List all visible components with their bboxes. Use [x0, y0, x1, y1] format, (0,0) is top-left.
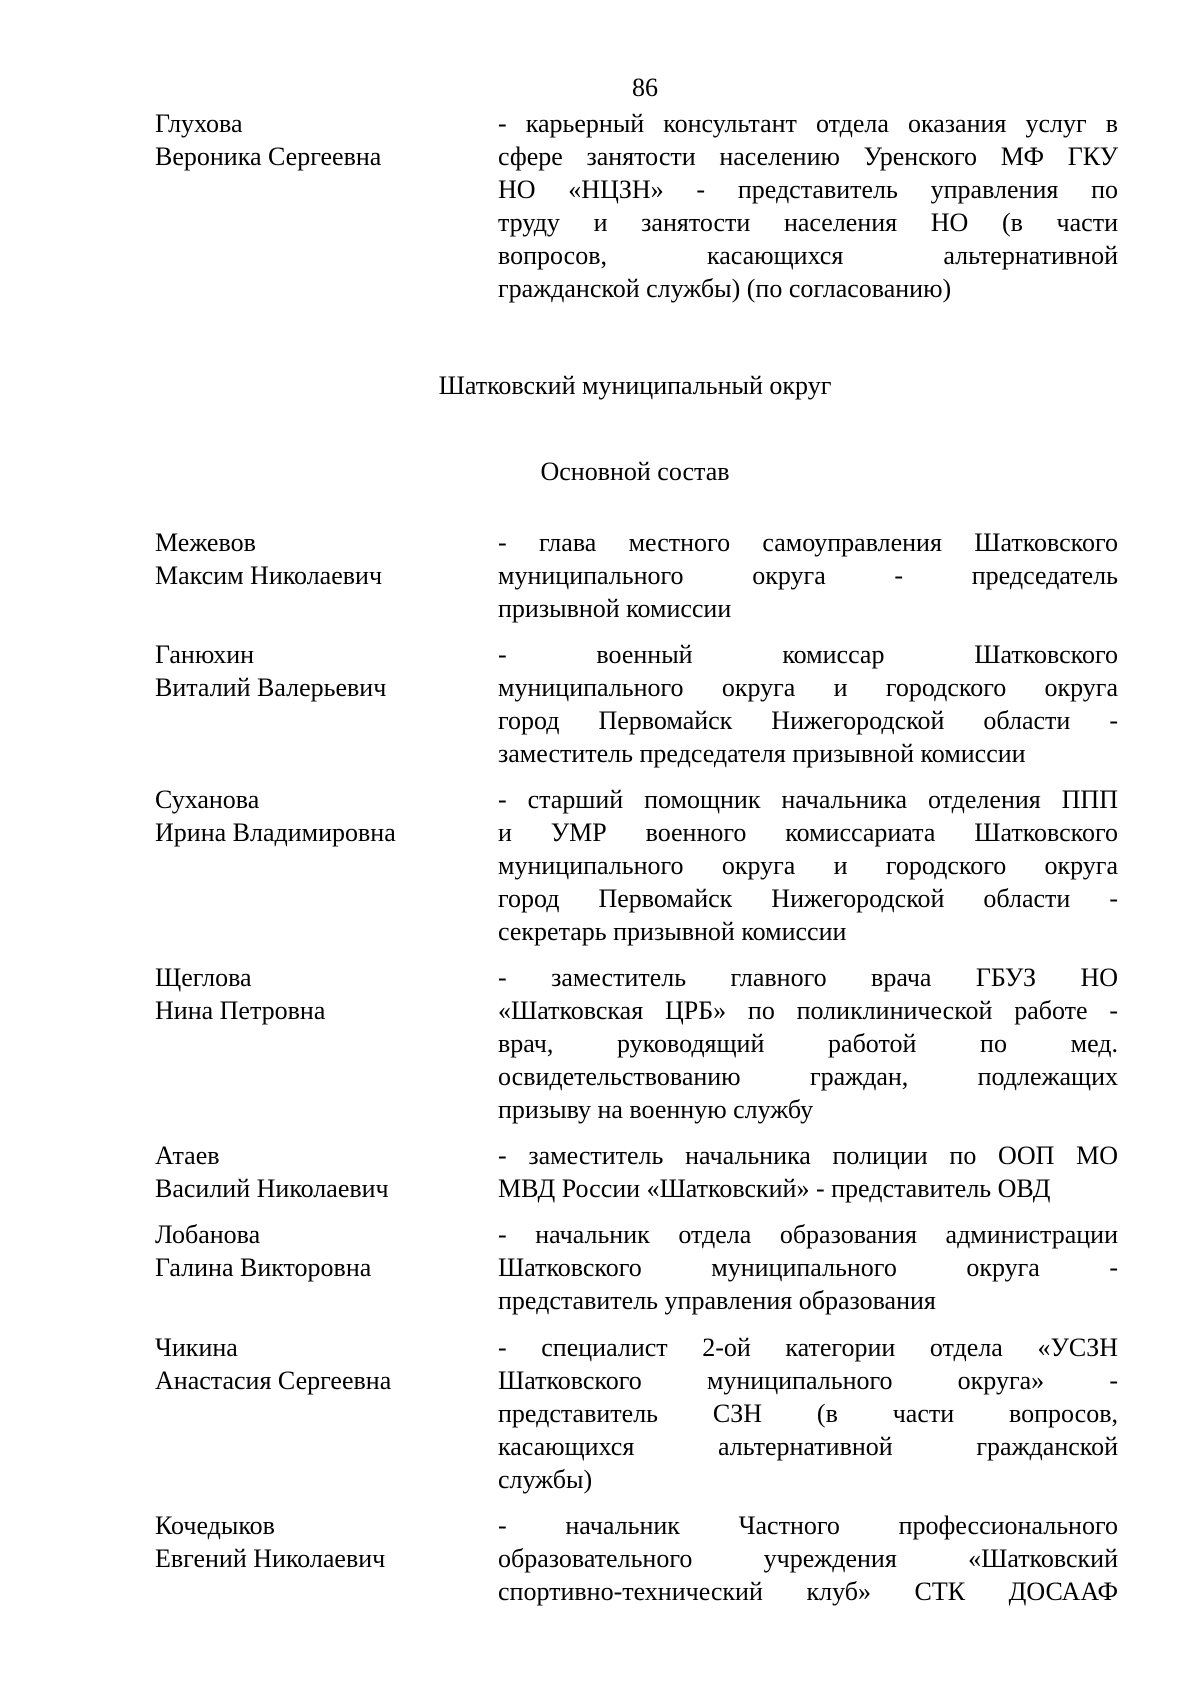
role-line: призыву на военную службу	[498, 1095, 814, 1124]
member-surname: Глухова	[155, 109, 243, 138]
role-line: - специалист 2-ой категории отдела «УСЗН	[498, 1333, 1118, 1362]
role-line: касающихся альтернативной гражданской	[498, 1432, 1118, 1461]
member-role	[498, 107, 1118, 305]
member-name	[155, 526, 485, 592]
member-surname: Межевов	[155, 528, 256, 557]
role-line: и УМР военного комиссариата Шатковского	[498, 818, 1118, 847]
member-name	[155, 638, 485, 704]
role-line: - старший помощник начальника отделения ППП	[498, 785, 1118, 814]
member-role	[498, 526, 1118, 625]
role-line: врач, руководящий работой по мед.	[498, 1029, 1118, 1058]
member-surname: Чикина	[155, 1333, 238, 1362]
member-surname: Щеглова	[155, 963, 252, 992]
member-given-names: Галина Викторовна	[155, 1253, 372, 1282]
role-line: Шатковского муниципального округа -	[498, 1253, 1118, 1282]
page-number: 86	[632, 73, 658, 102]
member-name	[155, 1218, 485, 1284]
member-name	[155, 1139, 485, 1205]
member-role	[498, 1139, 1118, 1205]
member-given-names: Вероника Сергеевна	[155, 142, 382, 171]
role-line: сфере занятости населению Уренского МФ ГКУ	[498, 142, 1118, 171]
role-line: - глава местного самоуправления Шатковского	[498, 528, 1118, 557]
member-given-names: Максим Николаевич	[155, 561, 383, 590]
member-given-names: Ирина Владимировна	[155, 818, 396, 847]
role-line: службы)	[498, 1465, 593, 1494]
role-line: - заместитель главного врача ГБУЗ НО	[498, 963, 1118, 992]
role-line: город Первомайск Нижегородской области -	[498, 884, 1118, 913]
member-name	[155, 1331, 485, 1397]
role-line: - начальник отдела образования администрации	[498, 1220, 1118, 1249]
member-name	[155, 1509, 485, 1575]
role-line: муниципального округа - председатель	[498, 561, 1118, 590]
role-line: секретарь призывной комиссии	[498, 917, 847, 946]
role-line: город Первомайск Нижегородской области -	[498, 706, 1118, 735]
role-line: представитель управления образования	[498, 1286, 936, 1315]
member-name	[155, 961, 485, 1027]
role-line: муниципального округа и городского округа	[498, 851, 1118, 880]
role-line: заместитель председателя призывной комиссии	[498, 739, 1026, 768]
member-surname: Суханова	[155, 785, 260, 814]
member-given-names: Нина Петровна	[155, 996, 326, 1025]
member-role	[498, 961, 1118, 1126]
role-line: муниципального округа и городского округа	[498, 673, 1118, 702]
member-given-names: Виталий Валерьевич	[155, 673, 387, 702]
role-line: гражданской службы) (по согласованию)	[498, 274, 952, 303]
subsection-title: Основной состав	[540, 457, 730, 486]
role-line: призывной комиссии	[498, 594, 732, 623]
role-line: - военный комиссар Шатковского	[498, 640, 1118, 669]
member-name	[155, 107, 485, 173]
member-surname: Ганюхин	[155, 640, 255, 669]
member-given-names: Анастасия Сергеевна	[155, 1366, 392, 1395]
role-line: Шатковского муниципального округа» -	[498, 1366, 1118, 1395]
member-surname: Лобанова	[155, 1220, 261, 1249]
member-given-names: Евгений Николаевич	[155, 1544, 386, 1573]
role-line: НО «НЦЗН» - представитель управления по	[498, 175, 1118, 204]
section-title: Шатковский муниципальный округ	[438, 371, 832, 400]
role-line: - начальник Частного профессионального	[498, 1511, 1118, 1540]
member-role	[498, 1331, 1118, 1496]
role-line: МВД России «Шатковский» - представитель ОВД	[498, 1174, 1051, 1203]
member-surname: Атаев	[155, 1141, 220, 1170]
role-line: вопросов, касающихся альтернативной	[498, 241, 1118, 270]
member-role	[498, 1509, 1118, 1608]
member-role	[498, 638, 1118, 770]
member-role	[498, 1218, 1118, 1317]
role-line: освидетельствованию граждан, подлежащих	[498, 1062, 1118, 1091]
role-line: представитель СЗН (в части вопросов,	[498, 1399, 1118, 1428]
role-line: труду и занятости населения НО (в части	[498, 208, 1118, 237]
member-name	[155, 783, 485, 849]
role-line: спортивно-технический клуб» СТК ДОСААФ	[498, 1577, 1118, 1606]
role-line: образовательного учреждения «Шатковский	[498, 1544, 1118, 1573]
member-role	[498, 783, 1118, 948]
member-given-names: Василий Николаевич	[155, 1174, 389, 1203]
role-line: - заместитель начальника полиции по ООП МО	[498, 1141, 1118, 1170]
member-surname: Кочедыков	[155, 1511, 275, 1540]
role-line: «Шатковская ЦРБ» по поликлинической работе -	[498, 996, 1118, 1025]
role-line: - карьерный консультант отдела оказания услуг в	[498, 109, 1118, 138]
